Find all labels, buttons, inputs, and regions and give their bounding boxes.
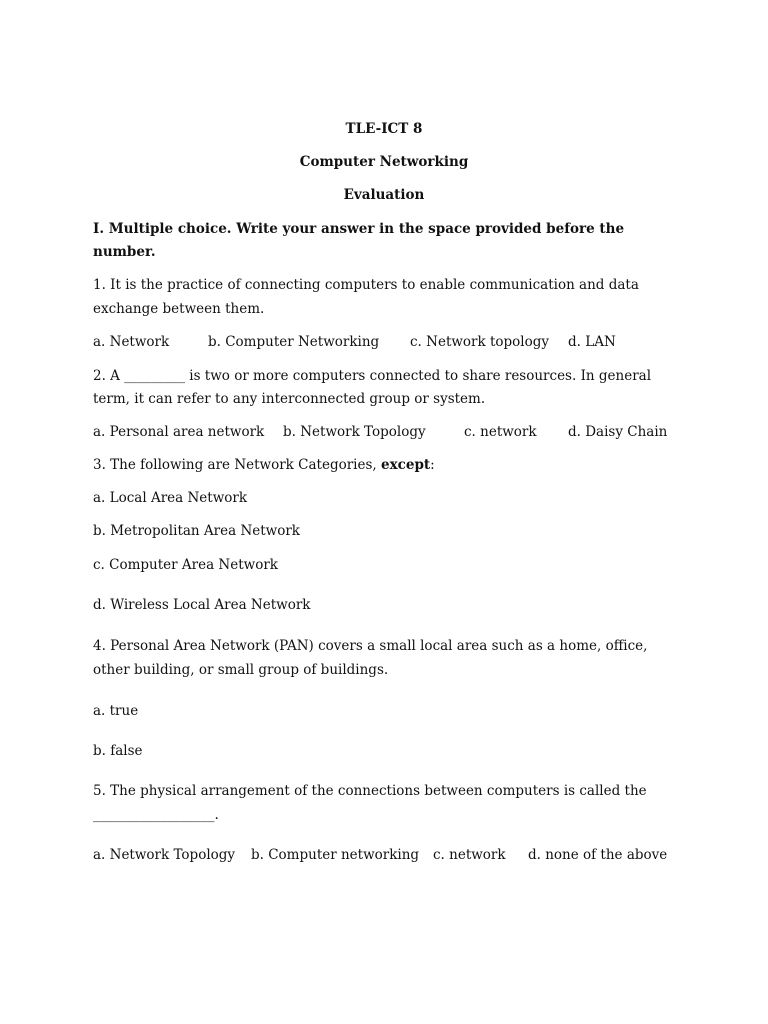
- question-1-line2: exchange between them.: [93, 301, 265, 317]
- question-4-line1: 4. Personal Area Network (PAN) covers a small local area such as a home, office,: [93, 638, 648, 654]
- question-3-emphasis: except: [381, 457, 431, 473]
- question-1-line1: 1. It is the practice of connecting computers to enable communication and data: [93, 277, 639, 293]
- question-3-suffix: :: [430, 457, 435, 473]
- question-5-line1: 5. The physical arrangement of the connections between computers is called the: [93, 783, 647, 799]
- q5-option-c: c. network: [433, 847, 506, 863]
- question-2-line1: 2. A _________ is two or more computers connected to share resources. In general: [93, 368, 652, 384]
- q1-option-d: d. LAN: [568, 334, 616, 350]
- q1-option-a: a. Network: [93, 334, 170, 350]
- q2-option-b: b. Network Topology: [283, 424, 426, 440]
- q1-option-b: b. Computer Networking: [208, 334, 380, 350]
- kind-title: Evaluation: [343, 187, 425, 203]
- instructions-line2: number.: [93, 244, 156, 260]
- subject-title: TLE-ICT 8: [345, 121, 423, 137]
- q3-option-a: a. Local Area Network: [93, 490, 248, 506]
- q2-option-c: c. network: [464, 424, 537, 440]
- question-5-line2: __________________.: [93, 807, 219, 823]
- q5-option-d: d. none of the above: [528, 847, 668, 863]
- topic-title: Computer Networking: [299, 154, 469, 170]
- q2-option-d: d. Daisy Chain: [568, 424, 668, 440]
- q5-option-a: a. Network Topology: [93, 847, 236, 863]
- question-3-prefix: 3. The following are Network Categories,: [93, 457, 381, 473]
- question-4-line2: other building, or small group of buildings.: [93, 662, 389, 678]
- q5-option-b: b. Computer networking: [251, 847, 420, 863]
- q2-option-a: a. Personal area network: [93, 424, 265, 440]
- q3-option-c: c. Computer Area Network: [93, 557, 278, 573]
- q1-option-c: c. Network topology: [410, 334, 550, 350]
- q4-option-b: b. false: [93, 743, 143, 759]
- instructions-line1: I. Multiple choice. Write your answer in the space provided before the: [93, 221, 625, 237]
- q4-option-a: a. true: [93, 703, 139, 719]
- q3-option-b: b. Metropolitan Area Network: [93, 523, 300, 539]
- question-2-line2: term, it can refer to any interconnected group or system.: [93, 391, 486, 407]
- q3-option-d: d. Wireless Local Area Network: [93, 597, 311, 613]
- question-3-line1: [93, 457, 435, 473]
